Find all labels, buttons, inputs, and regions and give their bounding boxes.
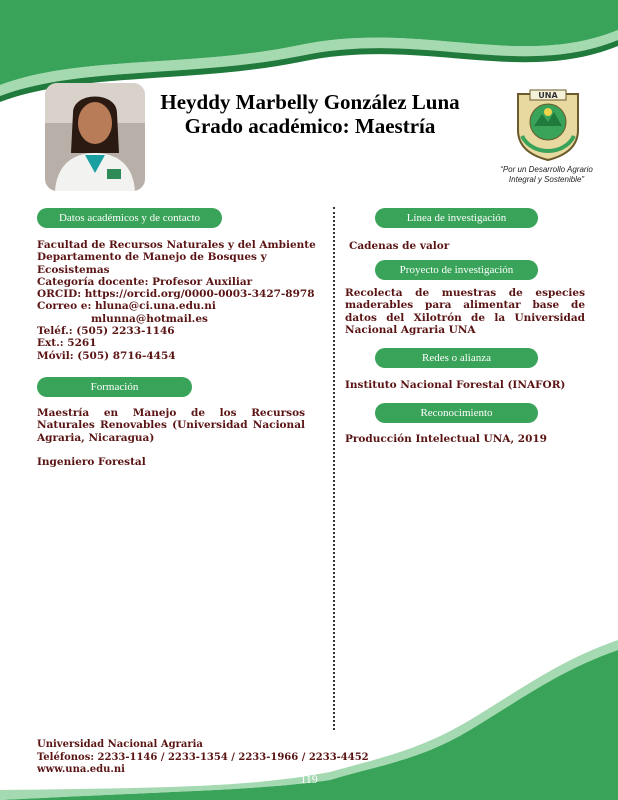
networks: Instituto Nacional Forestal (INAFOR) (345, 379, 566, 391)
teaching-category: Categoría docente: Profesor Auxiliar (37, 275, 253, 288)
motto-line-2: Integral y Sostenible” (508, 175, 585, 184)
person-name: Heyddy Marbelly González Luna (160, 90, 460, 114)
footer-university: Universidad Nacional Agraria (37, 739, 203, 750)
page-number: 119 (300, 772, 318, 786)
academic-degree: Grado académico: Maestría (184, 114, 436, 138)
motto-line-1: “Por un Desarrollo Agrario (500, 165, 593, 174)
networks-pill: Redes o alianza (375, 348, 538, 368)
mobile: Móvil: (505) 8716-4454 (37, 349, 176, 362)
footer-contact (37, 739, 369, 777)
email-primary: Correo e: hluna@ci.una.edu.ni (37, 300, 216, 313)
faculty: Facultad de Recursos Naturales y del Ambiente (37, 239, 316, 251)
recognition-pill: Reconocimiento (375, 403, 538, 423)
research-project: Recolecta de muestras de especies maderables para alimentar base de datos del Xilotrón de la Universidad Nacional Agraria UNA (345, 287, 585, 336)
formation-section-pill: Formación (37, 377, 192, 397)
formation-degree-2: Ingeniero Forestal (37, 456, 146, 468)
profile-photo (45, 83, 145, 191)
email-secondary: mlunna@hotmail.es (91, 312, 208, 325)
footer-phones: Teléfonos: 2233-1146 / 2233-1354 / 2233-1966 / 2233-4452 (37, 751, 369, 763)
orcid: ORCID: https://orcid.org/0000-0003-3427-8978 (37, 288, 315, 301)
recognition: Producción Intelectual UNA, 2019 (345, 433, 547, 445)
department: Departamento de Manejo de Bosques y Ecosistemas (37, 251, 267, 276)
research-line: Cadenas de valor (349, 240, 450, 252)
contact-section-pill: Datos académicos y de contacto (37, 208, 222, 228)
project-pill: Proyecto de investigación (375, 260, 538, 280)
phone: Teléf.: (505) 2233-1146 (37, 325, 175, 338)
formation-degree-1: Maestría en Manejo de los Recursos Naturales Renovables (Universidad Nacional Agraria, Nicaragua) (37, 407, 305, 444)
profile-name-block (150, 90, 470, 138)
motto (484, 165, 609, 185)
research-line-pill: Línea de investigación (375, 208, 538, 228)
footer-website[interactable]: www.una.edu.ni (37, 764, 125, 775)
university-logo (512, 86, 584, 162)
extension: Ext.: 5261 (37, 337, 97, 350)
contact-info (37, 239, 337, 362)
logo-text: UNA (538, 91, 558, 100)
